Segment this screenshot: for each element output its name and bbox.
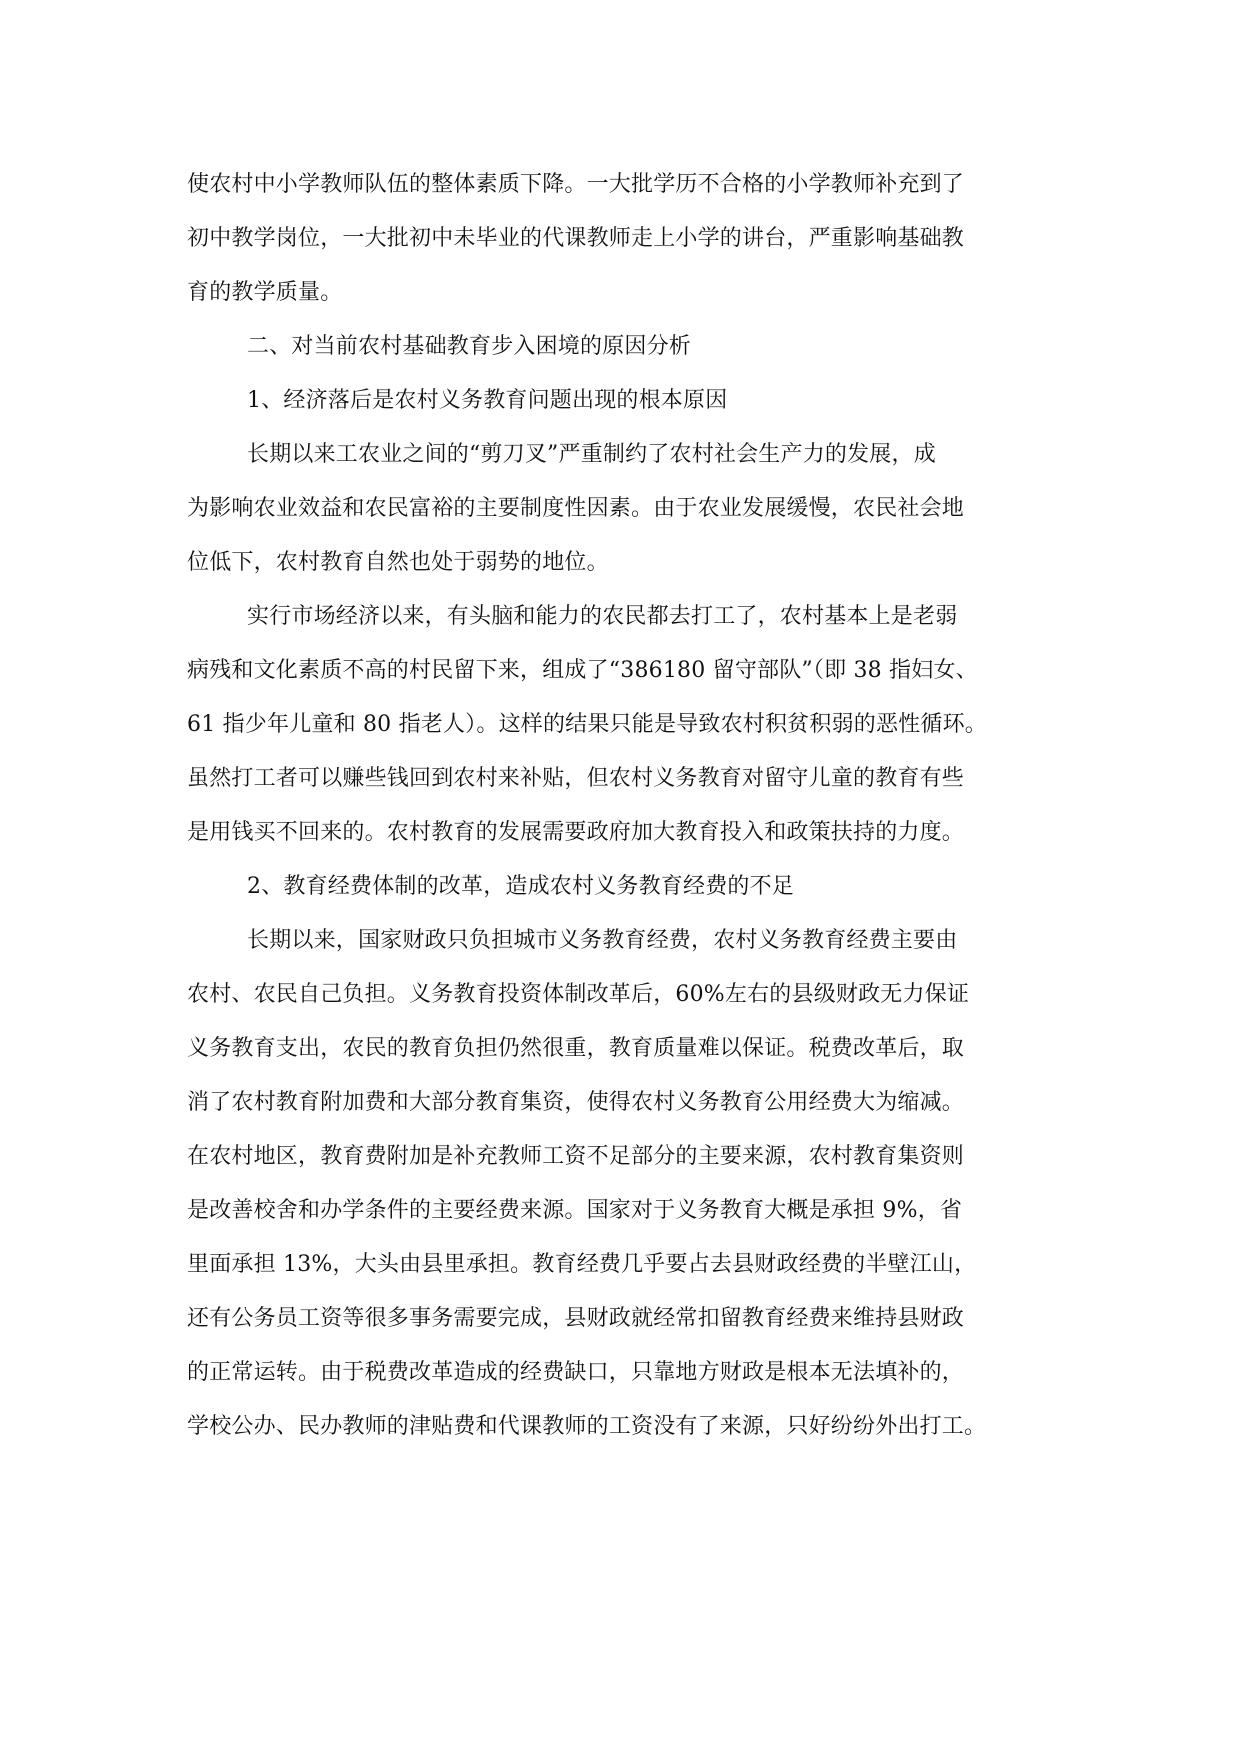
text-line: 是用钱买不回来的。农村教育的发展需要政府加大教育投入和政策扶持的力度。: [187, 820, 965, 845]
text-line: 长期以来，国家财政只负担城市义务教育经费，农村义务教育经费主要由: [247, 928, 958, 953]
text-line: 消了农村教育附加费和大部分教育集资，使得农村义务教育公用经费大为缩减。: [187, 1090, 965, 1115]
text-line: 在农村地区，教育费附加是补充教师工资不足部分的主要来源，农村教育集资则: [187, 1144, 965, 1169]
text-line: 2、教育经费体制的改革，造成农村义务教育经费的不足: [247, 874, 794, 899]
text-line: 的正常运转。由于税费改革造成的经费缺口，只靠地方财政是根本无法填补的，: [187, 1360, 965, 1385]
text-line: 长期以来工农业之间的“剪刀叉”严重制约了农村社会生产力的发展，成: [247, 442, 936, 467]
text-line: 为影响农业效益和农民富裕的主要制度性因素。由于农业发展缓慢，农民社会地: [187, 496, 965, 521]
text-line: 里面承担 13%，大头由县里承担。教育经费几乎要占去县财政经费的半壁江山，: [187, 1252, 977, 1277]
text-line: 1、经济落后是农村义务教育问题出现的根本原因: [247, 388, 728, 413]
text-line: 61 指少年儿童和 80 指老人）。这样的结果只能是导致农村积贫积弱的恶性循环。: [187, 712, 987, 737]
text-line: 使农村中小学教师队伍的整体素质下降。一大批学历不合格的小学教师补充到了: [187, 172, 965, 197]
text-line: 学校公办、民办教师的津贴费和代课教师的工资没有了来源，只好纷纷外出打工。: [187, 1414, 987, 1439]
text-line: 病残和文化素质不高的村民留下来，组成了“386180 留守部队”（即 38 指妇女、: [187, 658, 978, 683]
text-line: 是改善校舍和办学条件的主要经费来源。国家对于义务教育大概是承担 9%，省: [187, 1198, 963, 1223]
text-line: 育的教学质量。: [187, 280, 343, 305]
text-line: 位低下，农村教育自然也处于弱势的地位。: [187, 550, 609, 575]
text-line: 虽然打工者可以赚些钱回到农村来补贴，但农村义务教育对留守儿童的教育有些: [187, 766, 965, 791]
text-line: 二、对当前农村基础教育步入困境的原因分析: [247, 334, 692, 359]
text-line: 义务教育支出，农民的教育负担仍然很重，教育质量难以保证。税费改革后，取: [187, 1036, 965, 1061]
text-line: 实行市场经济以来，有头脑和能力的农民都去打工了，农村基本上是老弱: [247, 604, 958, 629]
text-line: 初中教学岗位，一大批初中未毕业的代课教师走上小学的讲台，严重影响基础教: [187, 226, 965, 251]
text-line: 农村、农民自己负担。义务教育投资体制改革后，60%左右的县级财政无力保证: [187, 982, 970, 1007]
text-line: 还有公务员工资等很多事务需要完成，县财政就经常扣留教育经费来维持县财政: [187, 1306, 965, 1331]
